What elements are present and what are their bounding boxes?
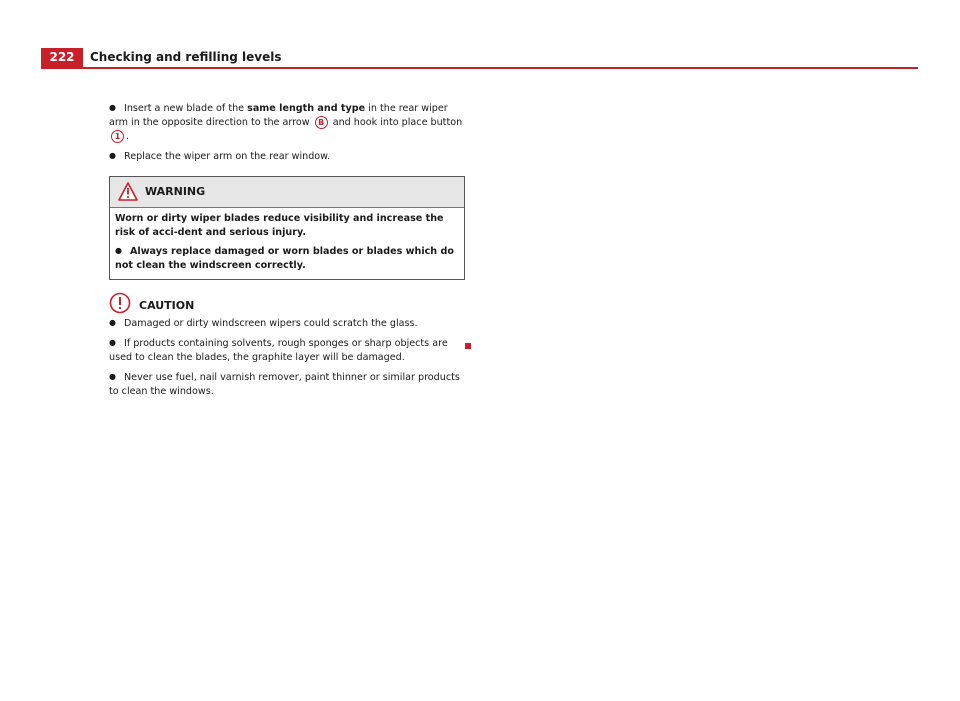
caution-section xyxy=(109,292,465,399)
bullet: ● xyxy=(109,151,116,160)
bullet: ● xyxy=(109,338,116,347)
step-bold-text: same length and type xyxy=(247,103,366,114)
caution-title: CAUTION xyxy=(139,299,195,312)
bullet: ● xyxy=(115,246,122,255)
caution-item-text: Never use fuel, nail varnish remover, paint thinner or similar products to clean the windows. xyxy=(109,372,460,397)
page-header xyxy=(41,48,918,69)
bullet: ● xyxy=(109,372,116,381)
caution-item xyxy=(109,336,465,365)
caution-item-text: Damaged or dirty windscreen wipers could scratch the glass. xyxy=(123,318,418,329)
caution-item-text: If products containing solvents, rough sponges or sharp objects are used to clean the blades, the graphite layer will be damaged. xyxy=(109,338,448,363)
caution-item xyxy=(109,316,465,331)
warning-bullet-item xyxy=(115,244,460,273)
bullet: ● xyxy=(109,103,116,112)
warning-title: WARNING xyxy=(145,185,206,198)
callout-1: 1 xyxy=(111,130,124,143)
step-text: in the rear wiper arm in the opposite direction to the arrow xyxy=(109,103,448,128)
step-text: Insert a new blade of the xyxy=(123,103,248,114)
section-title: Checking and refilling levels xyxy=(90,50,282,64)
step-text: Replace the wiper arm on the rear window. xyxy=(123,151,331,162)
bullet: ● xyxy=(109,318,116,327)
warning-body xyxy=(110,208,464,279)
warning-bullet-text: Always replace damaged or worn blades or blades which do not clean the windscreen correctly. xyxy=(115,246,454,271)
warning-triangle-icon xyxy=(118,182,138,206)
main-content xyxy=(109,101,465,404)
step-insert-blade xyxy=(109,101,465,144)
step-replace-arm xyxy=(109,149,465,164)
caution-header xyxy=(109,292,465,316)
page-number: 222 xyxy=(41,48,83,67)
warning-header xyxy=(110,177,464,208)
section-end-marker xyxy=(465,343,471,349)
caution-item xyxy=(109,370,465,399)
warning-box xyxy=(109,176,465,280)
exclamation-circle-icon xyxy=(109,292,131,319)
step-text: . xyxy=(126,131,130,142)
warning-paragraph: Worn or dirty wiper blades reduce visibility and increase the risk of acci-dent and serious injury. xyxy=(115,213,444,238)
callout-b: B xyxy=(315,116,328,129)
step-text: and hook into place button xyxy=(329,117,463,128)
